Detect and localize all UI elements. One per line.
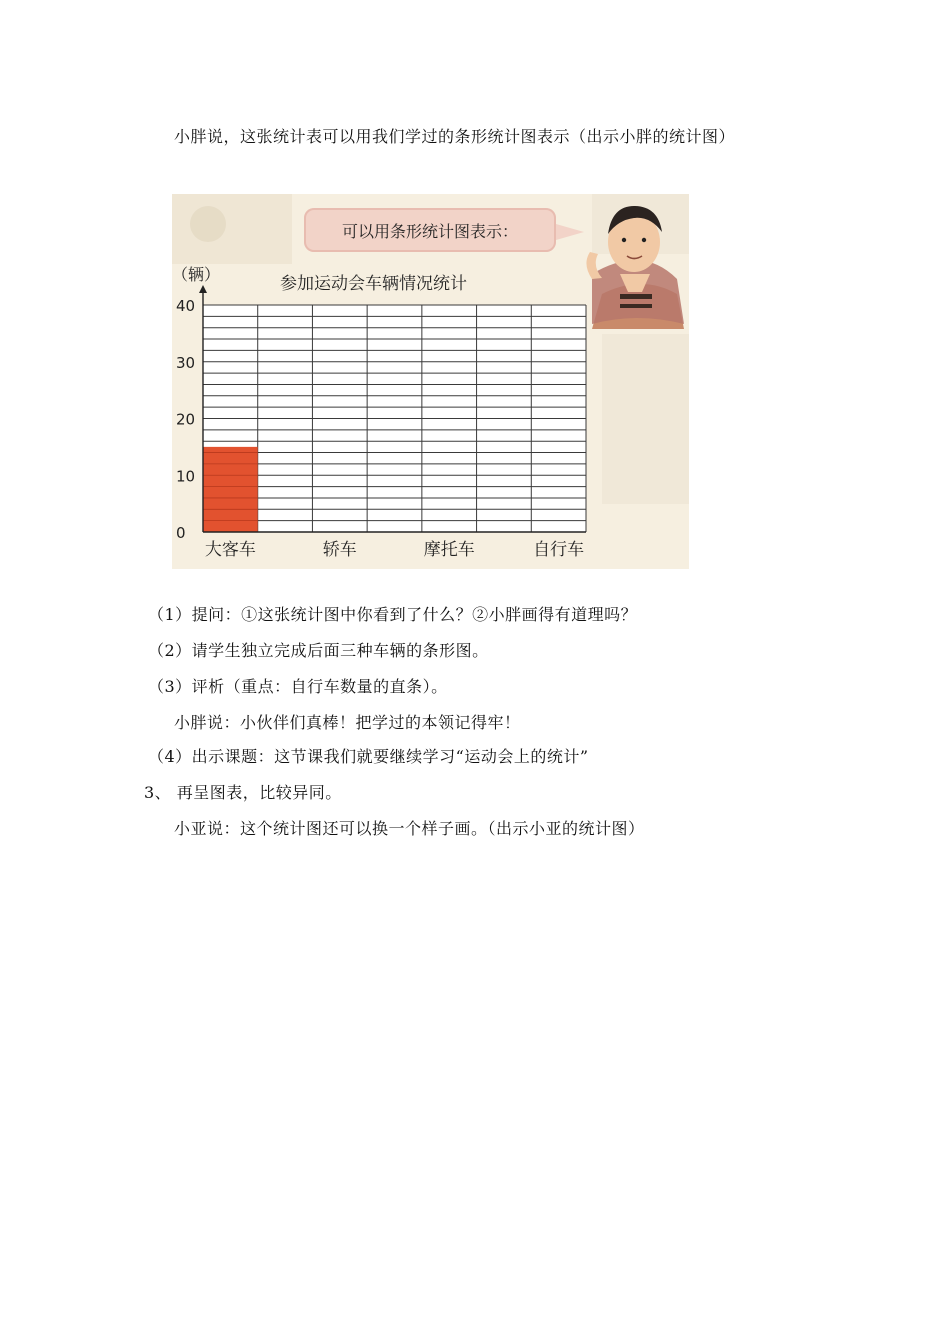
question-1: （1）提问：①这张统计图中你看到了什么？②小胖画得有道理吗？ (148, 605, 638, 624)
question-3: （3）评析（重点：自行车数量的直条）。 (148, 677, 448, 696)
y-tick-label: 30 (176, 353, 196, 372)
intro-paragraph: 小胖说，这张统计表可以用我们学过的条形统计图表示（出示小胖的统计图） (174, 127, 736, 146)
y-tick-label: 10 (176, 467, 196, 486)
y-axis-arrow (199, 285, 207, 293)
y-tick-label: 20 (176, 410, 196, 429)
chart-title: 参加运动会车辆情况统计 (280, 274, 467, 294)
x-category-label: 大客车 (204, 540, 256, 560)
bar-0 (203, 447, 258, 532)
x-category-label: 轿车 (322, 540, 357, 560)
y-tick-labels (176, 297, 195, 542)
xiaopang-says: 小胖说：小伙伴们真棒！把学过的本领记得牢！ (174, 713, 521, 732)
x-category-label: 自行车 (533, 540, 585, 560)
chart-grid (203, 305, 586, 532)
xiaoya-says: 小亚说：这个统计图还可以换一个样子画。（出示小亚的统计图） (174, 819, 645, 838)
x-category-labels (205, 540, 584, 560)
question-2: （2）请学生独立完成后面三种车辆的条形图。 (148, 641, 489, 660)
y-axis-label: （辆） (172, 265, 221, 284)
chart-bars (203, 447, 258, 532)
question-4: （4）出示课题：这节课我们就要继续学习“运动会上的统计” (148, 747, 589, 766)
bubble-text: 可以用条形统计图表示： (341, 222, 518, 241)
section-3: 3、 再呈图表，比较异同。 (144, 783, 342, 802)
y-tick-label: 40 (176, 297, 196, 315)
textbook-figure (172, 194, 689, 569)
y-tick-label: 0 (176, 524, 186, 542)
bar-chart (172, 194, 689, 569)
x-category-label: 摩托车 (423, 540, 475, 560)
